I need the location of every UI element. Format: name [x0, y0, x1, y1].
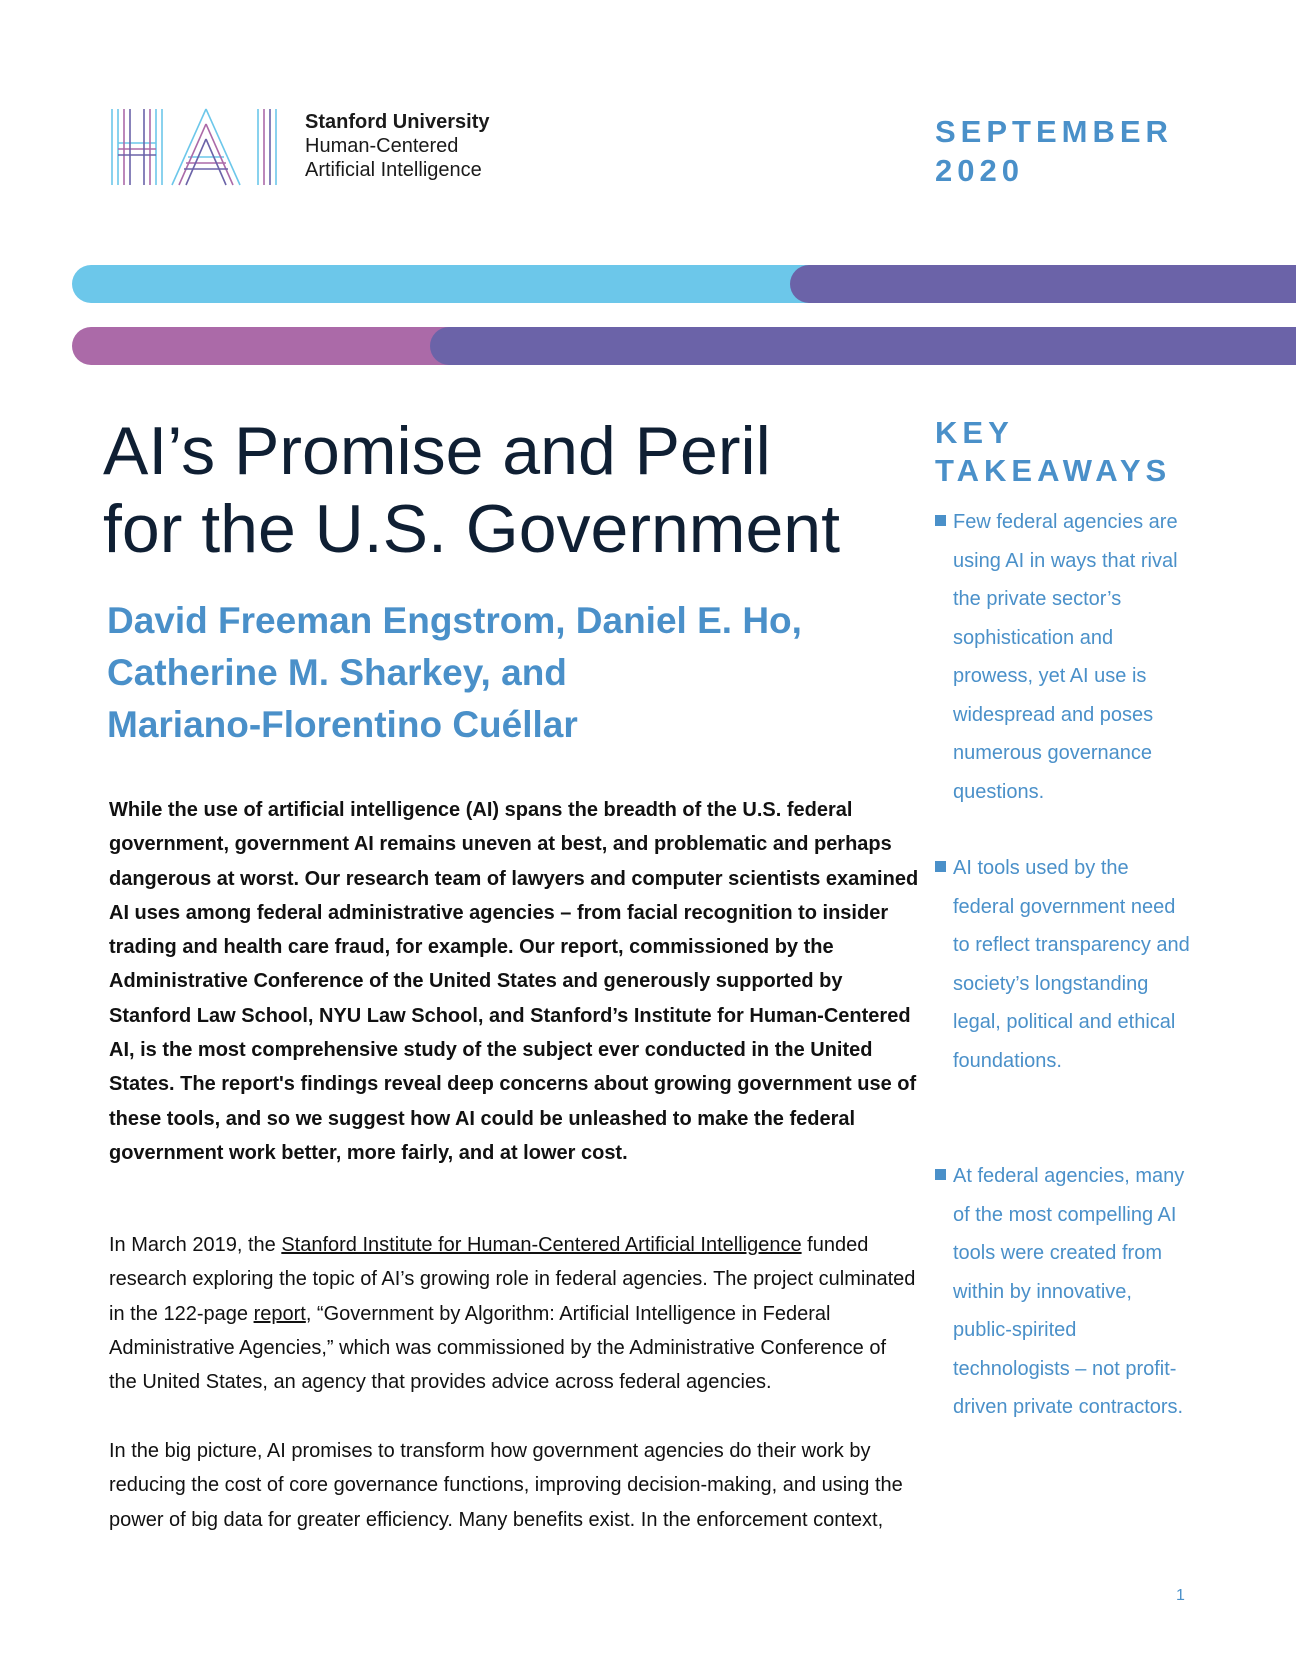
title-line2: for the U.S. Government: [103, 491, 840, 567]
key-takeaways-heading: [935, 414, 1171, 490]
takeaway-text: Few federal agencies are using AI in ways that rival the private sector’s sophistication and prowess, yet AI use is widespread and poses numerous governance questions.: [953, 511, 1178, 803]
authors-line1: David Freeman Engstrom, Daniel E. Ho,: [107, 600, 802, 641]
authors-line2: Catherine M. Sharkey, and: [107, 652, 567, 693]
decorative-bar-light-blue: [72, 265, 832, 303]
paragraph1-text-start: In March 2019, the: [109, 1234, 282, 1256]
decorative-bar-purple-top: [790, 265, 1296, 303]
hai-logo: [110, 107, 286, 187]
report-link[interactable]: report: [253, 1302, 306, 1325]
decorative-bar-mauve: [72, 327, 472, 365]
paragraph1-text-end: , “Government by Algorithm: Artificial Intelligence in Federal Administrative Agencies,” which was commissioned by the Administrative Conference of the United States, an agency that provides advice across federal agencies.: [109, 1302, 887, 1394]
page-number: 1: [1176, 1587, 1185, 1604]
authors: [107, 595, 867, 751]
square-bullet-icon: [935, 515, 946, 526]
institute-name-line1: Human-Centered: [305, 135, 459, 157]
document-title: [103, 412, 893, 568]
body-paragraph-1: [109, 1228, 919, 1399]
date-year: 2020: [935, 153, 1024, 188]
decorative-bar-purple-bottom: [430, 327, 1296, 365]
key-takeaways-heading-line1: KEY: [935, 415, 1014, 450]
takeaway-item: [935, 1157, 1195, 1427]
authors-line3: Mariano-Florentino Cuéllar: [107, 704, 578, 745]
publication-date: [935, 112, 1173, 190]
takeaway-item: [935, 503, 1195, 811]
lead-paragraph: While the use of artificial intelligence (AI) spans the breadth of the U.S. federal government, government AI remains uneven at best, and problematic and perhaps dangerous at worst. Our research team of lawyers and computer scientists examined AI uses among federal administrative agencies – from facial recognition to insider trading and health care fraud, for example. Our report, commissioned by the Administrative Conference of the United States and generously supported by Stanford Law School, NYU Law School, and Stanford’s Institute for Human-Centered AI, is the most comprehensive study of the subject ever conducted in the United States. The report's findings reveal deep concerns about growing government use of these tools, and so we suggest how AI could be unleashed to make the federal government work better, more fairly, and at lower cost.: [109, 799, 919, 1164]
institute-name-line2: Artificial Intelligence: [305, 159, 482, 181]
body-paragraph-2: In the big picture, AI promises to transform how government agencies do their work by reducing the cost of core governance functions, improving decision-making, and using the power of big data for greater efficiency. Many benefits exist. In the enforcement context,: [109, 1440, 903, 1531]
square-bullet-icon: [935, 861, 946, 872]
stanford-hai-link[interactable]: Stanford Institute for Human-Centered Artificial Intelligence: [281, 1234, 802, 1256]
title-line1: AI’s Promise and Peril: [103, 413, 771, 489]
takeaway-text: AI tools used by the federal government need to reflect transparency and society’s longstanding legal, political and ethical foundations.: [953, 857, 1190, 1072]
date-month: SEPTEMBER: [935, 114, 1173, 149]
university-name: Stanford University: [305, 111, 490, 133]
organization-name: [305, 110, 489, 182]
key-takeaways-heading-line2: TAKEAWAYS: [935, 453, 1172, 488]
takeaway-text: At federal agencies, many of the most compelling AI tools were created from within by innovative, public-spirited technologists – not profit-driven private contractors.: [953, 1165, 1185, 1418]
square-bullet-icon: [935, 1169, 946, 1180]
takeaway-item: [935, 849, 1195, 1080]
paragraph1-text-middle: funded research exploring the topic of AI’s growing role in federal agencies. The project culminated in the 122-page: [109, 1234, 916, 1325]
